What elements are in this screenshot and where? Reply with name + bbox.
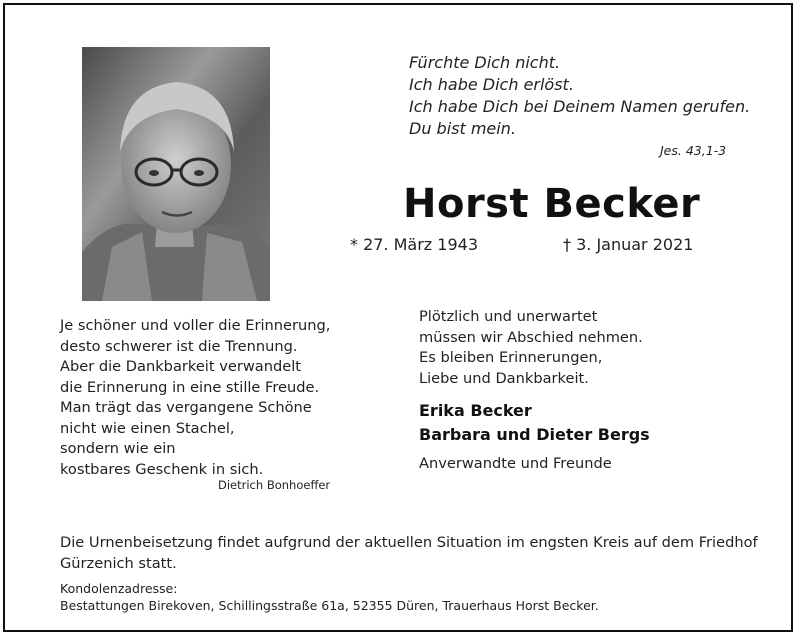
scripture-line: Du bist mein. <box>409 119 516 138</box>
mourner-name: Barbara und Dieter Bergs <box>419 425 650 444</box>
birth-date: * 27. März 1943 <box>350 235 479 254</box>
scripture-line: Ich habe Dich erlöst. <box>409 75 574 94</box>
farewell-verse <box>419 307 643 389</box>
verse-line: Plötzlich und unerwartet <box>419 308 598 325</box>
notice-line: Die Urnenbeisetzung findet aufgrund der aktuellen Situation im engsten Kreis auf dem Friedhof <box>60 534 758 551</box>
scripture-line: Ich habe Dich bei Deinem Namen gerufen. <box>409 97 751 116</box>
scripture-line: Fürchte Dich nicht. <box>409 53 561 72</box>
notice-line: Gürzenich statt. <box>60 554 177 572</box>
poem-author: Dietrich Bonhoeffer <box>218 478 331 492</box>
burial-notice <box>60 533 758 574</box>
deceased-name: Horst Becker <box>403 181 701 227</box>
poem-line: die Erinnerung in eine stille Freude. <box>60 378 320 396</box>
poem-line: sondern wie ein <box>60 440 176 457</box>
verse-line: müssen wir Abschied nehmen. <box>419 328 643 346</box>
relatives-line: Anverwandte und Freunde <box>419 455 612 472</box>
mourner-name: Erika Becker <box>419 401 532 420</box>
mourners-list <box>419 399 650 447</box>
scripture-reference: Jes. 43,1-3 <box>660 143 727 158</box>
poem-line: kostbares Geschenk in sich. <box>60 460 264 478</box>
verse-line: Es bleiben Erinnerungen, <box>419 349 603 366</box>
poem-line: nicht wie einen Stachel, <box>60 419 235 437</box>
scripture-quote <box>409 52 750 140</box>
poem-line: desto schwerer ist die Trennung. <box>60 337 298 355</box>
poem <box>60 316 330 480</box>
verse-line: Liebe und Dankbarkeit. <box>419 369 589 387</box>
poem-line: Man trägt das vergangene Schöne <box>60 399 312 416</box>
condolence-label: Kondolenzadresse: <box>60 581 178 596</box>
portrait-photo <box>82 47 270 301</box>
poem-line: Aber die Dankbarkeit verwandelt <box>60 358 301 375</box>
poem-line: Je schöner und voller die Erinnerung, <box>60 317 331 334</box>
condolence-address: Bestattungen Birekoven, Schillingsstraße 61a, 52355 Düren, Trauerhaus Horst Becker. <box>60 598 599 613</box>
portrait-illustration <box>82 47 270 301</box>
death-date: † 3. Januar 2021 <box>563 235 694 254</box>
